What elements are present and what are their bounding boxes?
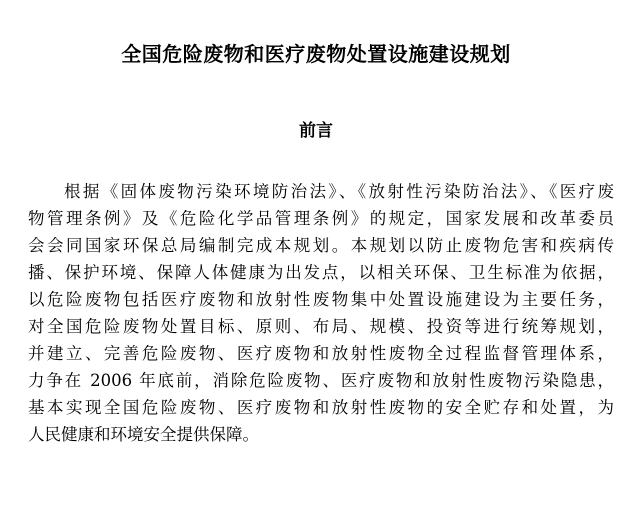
paragraph-line: 人民健康和环境安全提供保障。 (28, 425, 259, 444)
paragraph-line: 对全国危险废物处置目标、原则、布局、规模、投资等进行统筹规划， (28, 317, 614, 336)
paragraph-line: 以危险废物包括医疗废物和放射性废物集中处置设施建设为主要任务， (28, 290, 614, 309)
paragraph-line: 根据《固体废物污染环境防治法》、《放射性污染防治法》、《医疗废 (64, 182, 614, 201)
preface-paragraph (28, 178, 614, 448)
paragraph-line: 基本实现全国危险废物、医疗废物和放射性废物的安全贮存和处置，为 (28, 398, 614, 417)
section-heading-preface: 前言 (299, 121, 333, 141)
document-title: 全国危险废物和医疗废物处置设施建设规划 (121, 42, 511, 66)
paragraph-line: 并建立、完善危险废物、医疗废物和放射性废物全过程监督管理体系， (28, 344, 614, 363)
paragraph-line: 播、保护环境、保障人体健康为出发点，以相关环保、卫生标准为依据， (28, 263, 614, 282)
paragraph-line: 物管理条例》及《危险化学品管理条例》的规定，国家发展和改革委员 (28, 209, 614, 228)
paragraph-line: 力争在 2006 年底前，消除危险废物、医疗废物和放射性废物污染隐患， (28, 371, 614, 390)
paragraph-line: 会会同国家环保总局编制完成本规划。本规划以防止废物危害和疾病传 (28, 236, 614, 255)
